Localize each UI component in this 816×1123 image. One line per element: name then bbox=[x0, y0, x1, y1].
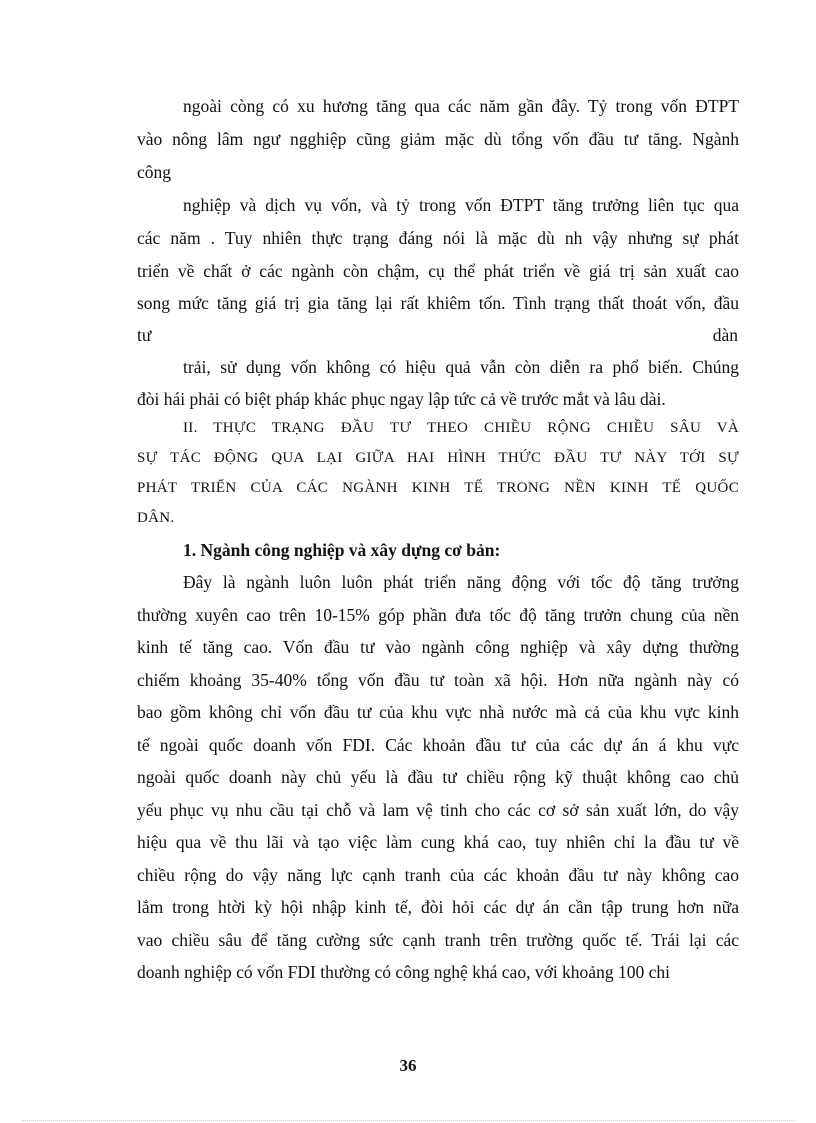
text-line: kinh tế tăng cao. Vốn đầu tư vào ngành công nghiệp và xây dựng thường bbox=[137, 637, 739, 657]
text-line: Đây là ngành luôn luôn phát triển năng động với tốc độ tăng trưởng bbox=[183, 572, 739, 592]
text-line: trải, sử dụng vốn không có hiệu quả vẫn còn diễn ra phổ biến. Chúng bbox=[183, 357, 739, 377]
text-line: lắm trong htời kỳ hội nhập kinh tế, đòi hỏi các dự án cần tập trung hơn nữa bbox=[137, 897, 739, 917]
text-line: thường xuyên cao trên 10-15% góp phần đưa tốc độ tăng trưởn chung của nền bbox=[137, 605, 739, 625]
text-line: đòi hái phải có biệt pháp khác phục ngay lập tức cả về trước mắt và lâu dài. bbox=[137, 389, 666, 409]
text-line: dàn bbox=[712, 325, 738, 345]
text-line: nghiệp và dịch vụ vốn, và tỷ trong vốn ĐTPT tăng trưởng liên tục qua bbox=[183, 195, 739, 215]
text-line: bao gồm không chỉ vốn đầu tư của khu vực nhà nước mà cả của khu vực kinh bbox=[137, 702, 739, 722]
text-line: tư bbox=[137, 325, 152, 345]
text-line: công bbox=[137, 162, 172, 182]
text-line: vao chiều sâu để tăng cường sức cạnh tranh trên trường quốc tế. Trái lại các bbox=[137, 930, 739, 950]
text-line: triển về chất ở các ngành còn chậm, cụ thể phát triển về giá trị sản xuất cao bbox=[137, 261, 739, 281]
text-line: hiệu qua về thu lãi và tạo việc làm cung khá cao, tuy nhiên chỉ la đầu tư về bbox=[137, 832, 739, 852]
text-line: ngoài còng có xu hương tăng qua các năm gần đây. Tỷ trong vốn ĐTPT bbox=[183, 96, 739, 116]
text-line: chiếm khoảng 35-40% tổng vốn đầu tư toàn xã hội. Hơn nữa ngành này có bbox=[137, 670, 739, 690]
text-line: ngoài quốc doanh này chủ yếu là đầu tư chiều rộng kỹ thuật không cao chủ bbox=[137, 767, 739, 787]
section-heading-line: II. THỰC TRẠNG ĐẦU TƯ THEO CHIỀU RỘNG CHIỀU SÂU VÀ bbox=[183, 420, 739, 436]
text-line: doanh nghiệp có vốn FDI thường có công nghệ khá cao, với khoảng 100 chi bbox=[137, 962, 670, 982]
text-line: các năm . Tuy nhiên thực trạng đáng nói là mặc dù nh vậy nhưng sự phát bbox=[137, 228, 739, 248]
text-line: yếu phục vụ nhu cầu tại chỗ và lam vệ tinh cho các cơ sở sản xuất lớn, do vậy bbox=[137, 800, 739, 820]
text-line: chiều rộng do vậy năng lực cạnh tranh của các khoản đầu tư này không cao bbox=[137, 865, 739, 885]
text-line: vào nông lâm ngư ngghiệp cũng giảm mặc dù tổng vốn đầu tư tăng. Ngành bbox=[137, 129, 739, 149]
subsection-heading: 1. Ngành công nghiệp và xây dựng cơ bản: bbox=[183, 540, 501, 560]
text-line: tế ngoài quốc doanh vốn FDI. Các khoản đầu tư của các dự án á khu vực bbox=[137, 735, 739, 755]
text-line: song mức tăng giá trị gia tăng lại rất khiêm tốn. Tình trạng thất thoát vốn, đầu bbox=[137, 293, 739, 313]
section-heading-line: SỰ TÁC ĐỘNG QUA LẠI GIỮA HAI HÌNH THỨC ĐẦU TƯ NÀY TỚI SỰ bbox=[137, 450, 739, 466]
section-heading-line: PHÁT TRIỂN CỦA CÁC NGÀNH KINH TẾ TRONG NỀN KINH TẾ QUỐC bbox=[137, 480, 739, 496]
section-heading-line: DÂN. bbox=[137, 510, 175, 526]
page-number: 36 bbox=[399, 1056, 417, 1075]
footer-divider bbox=[22, 1120, 794, 1121]
